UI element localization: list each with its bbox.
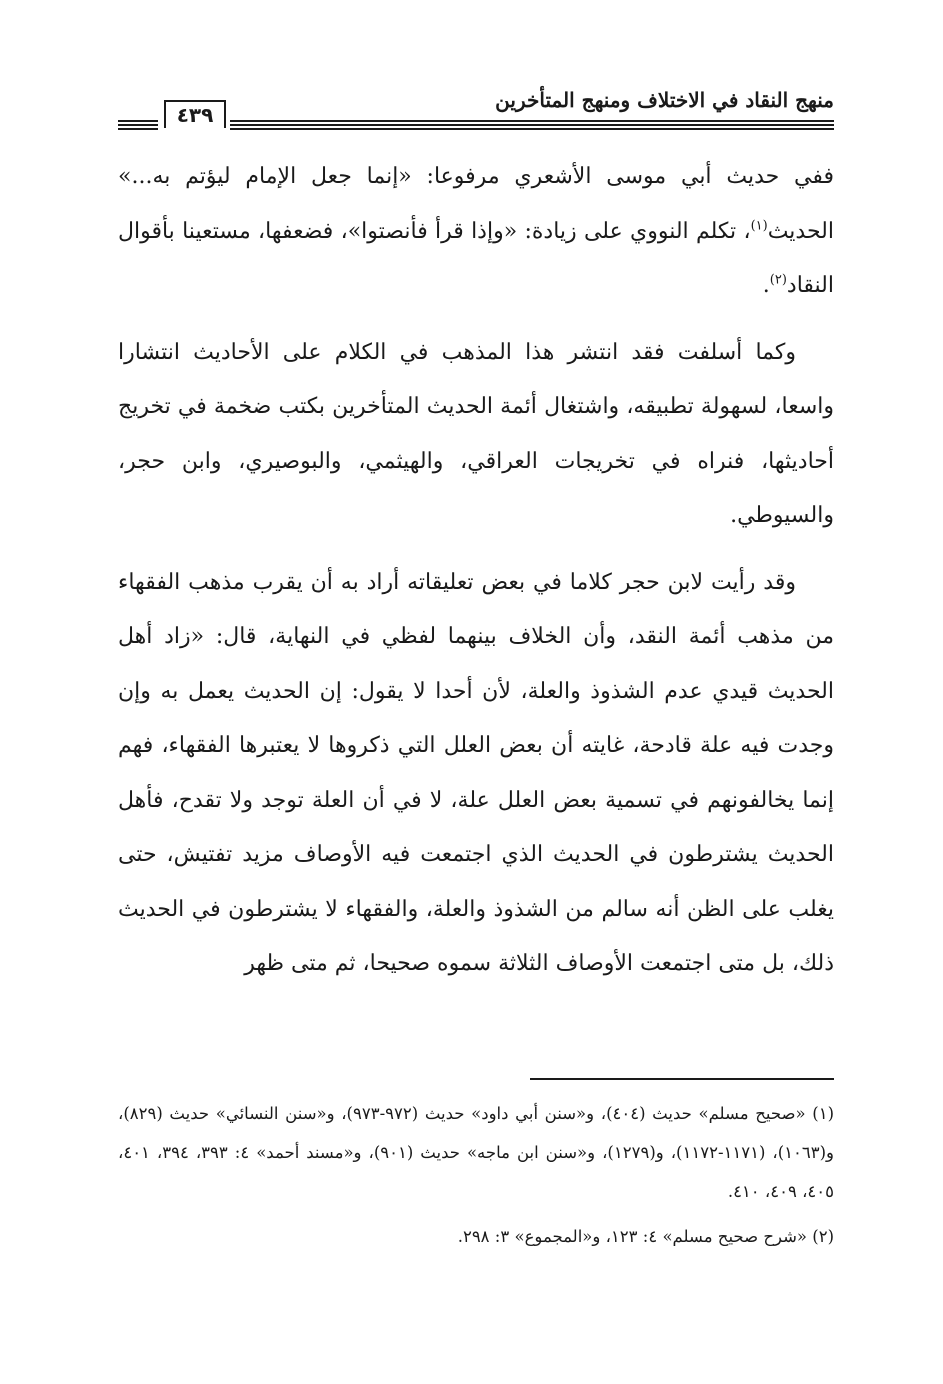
running-title: منهج النقاد في الاختلاف ومنهج المتأخرين — [495, 88, 834, 112]
page-number: ٤٣٩ — [164, 100, 226, 128]
footnotes — [118, 1094, 834, 1262]
header-rule — [118, 120, 158, 122]
footnote: (١) «صحيح مسلم» حديث (٤٠٤)، و«سنن أبي داود» حديث (٩٧٢-٩٧٣)، و«سنن النسائي» حديث (٨٢٩)، و(١٠٦٣)، (١١٧١-١١٧٢)، و(١٢٧٩)، و«سنن ابن ماجه» حديث (٩٠١)، و«مسند أحمد» ٤: ٣٩٣، ٣٩٤، ٤٠١، ٤٠٥، ٤٠٩، ٤١٠. — [118, 1104, 835, 1201]
paragraph — [118, 150, 834, 314]
header-rule — [118, 124, 158, 126]
footnote-ref: (١) — [750, 218, 768, 234]
header-rule — [230, 128, 834, 130]
footnote: (٢) «شرح صحيح مسلم» ٤: ١٢٣، و«المجموع» ٣: ٢٩٨. — [457, 1227, 834, 1246]
page-header — [118, 82, 834, 132]
header-rule — [230, 124, 834, 126]
header-rule — [230, 120, 834, 122]
main-text — [118, 150, 834, 1004]
footnote-separator — [530, 1078, 834, 1080]
paragraph-text: . — [762, 273, 770, 298]
paragraph-text: ففي حديث أبي موسى الأشعري مرفوعا: «إنما جعل الإمام ليؤتم به...» الحديث — [118, 164, 834, 244]
footnote-ref: (٢) — [769, 272, 787, 288]
paragraph: وكما أسلفت فقد انتشر هذا المذهب في الكلام على الأحاديث انتشارا واسعا، لسهولة تطبيقه، واشتغال أئمة الحديث المتأخرين بكتب ضخمة في تخريج أحاديثها، فنراه في تخريجات العراقي، والهيثمي، والبوصيري، وابن حجر، والسيوطي. — [118, 339, 834, 528]
paragraph-text: ، تكلم النووي على زيادة: «وإذا قرأ فأنصتوا»، فضعفها، مستعينا بأقوال النقاد — [118, 218, 834, 298]
header-rule — [118, 128, 158, 130]
paragraph: وقد رأيت لابن حجر كلاما في بعض تعليقاته أراد به أن يقرب مذهب الفقهاء من مذهب أئمة النقد، وأن الخلاف بينهما لفظي في النهاية، قال: «زاد أهل الحديث قيدي عدم الشذوذ والعلة، لأن أحدا لا يقول: إن الحديث يعمل به وإن وجدت فيه علة قادحة، غايته أن بعض العلل التي ذكروها لا يعتبرها الفقهاء، فهم إنما يخالفونهم في تسمية بعض العلل علة، لا في أن العلة توجد ولا تقدح، فأهل الحديث يشترطون في الحديث الذي اجتمعت فيه الأوصاف مزيد تفتيش، حتى يغلب على الظن أنه سالم من الشذوذ والعلة، والفقهاء لا يشترطون في الحديث ذلك، بل متى اجتمعت الأوصاف الثلاثة سموه صحيحا، ثم متى ظهر — [118, 569, 834, 976]
